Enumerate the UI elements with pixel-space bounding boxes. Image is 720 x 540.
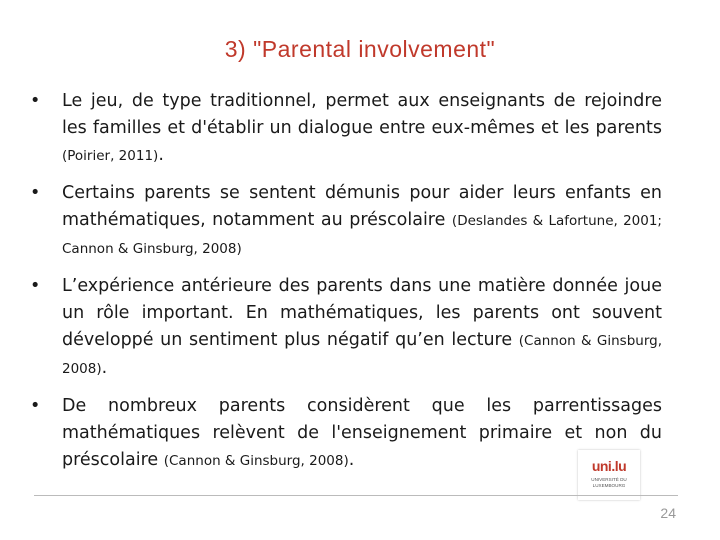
bullet-list [30, 88, 662, 485]
bullet-text: De nombreux parents considèrent que les parrentissages mathématiques relèvent de l'enseignement primaire et non du préscolaire [62, 396, 662, 470]
bullet-text: Certains parents se sentent démunis pour aider leurs enfants en mathématiques, notamment au préscolaire [62, 183, 662, 230]
bullet-item [30, 180, 662, 263]
bullet-citation: (Deslandes & Lafortune, 2001; Cannon & Ginsburg, 2008) [62, 213, 662, 257]
logo-wordmark: uni.lu [591, 458, 627, 474]
slide-title: 3) "Parental involvement" [224, 36, 496, 62]
bullet-item [30, 88, 662, 170]
bullet-citation: (Cannon & Ginsburg, 2008) [163, 453, 349, 469]
footer-divider [34, 495, 678, 496]
bullet-suffix: . [101, 358, 108, 378]
bullet-item [30, 393, 662, 475]
bullet-icon: • [30, 276, 41, 296]
logo-subtitle: UNIVERSITÉ DU LUXEMBOURG [591, 477, 627, 488]
bullet-text: L’expérience antérieure des parents dans une matière donnée joue un rôle important. En mathématiques, les parents ont souvent développé un sentiment plus négatif qu’en lecture [62, 276, 662, 350]
bullet-icon: • [30, 396, 41, 416]
bullet-citation: (Poirier, 2011) [62, 148, 159, 164]
bullet-suffix: . [158, 145, 164, 165]
bullet-suffix: . [348, 450, 355, 470]
bullet-text: Le jeu, de type traditionnel, permet aux enseignants de rejoindre les familles et d'établir un dialogue entre eux-mêmes et les parents [62, 91, 662, 138]
bullet-citation: (Cannon & Ginsburg, 2008) [62, 333, 662, 377]
university-logo [578, 450, 640, 500]
bullet-icon: • [30, 91, 41, 111]
page-number: 24 [660, 505, 676, 521]
bullet-item [30, 273, 662, 383]
bullet-icon: • [30, 183, 41, 203]
